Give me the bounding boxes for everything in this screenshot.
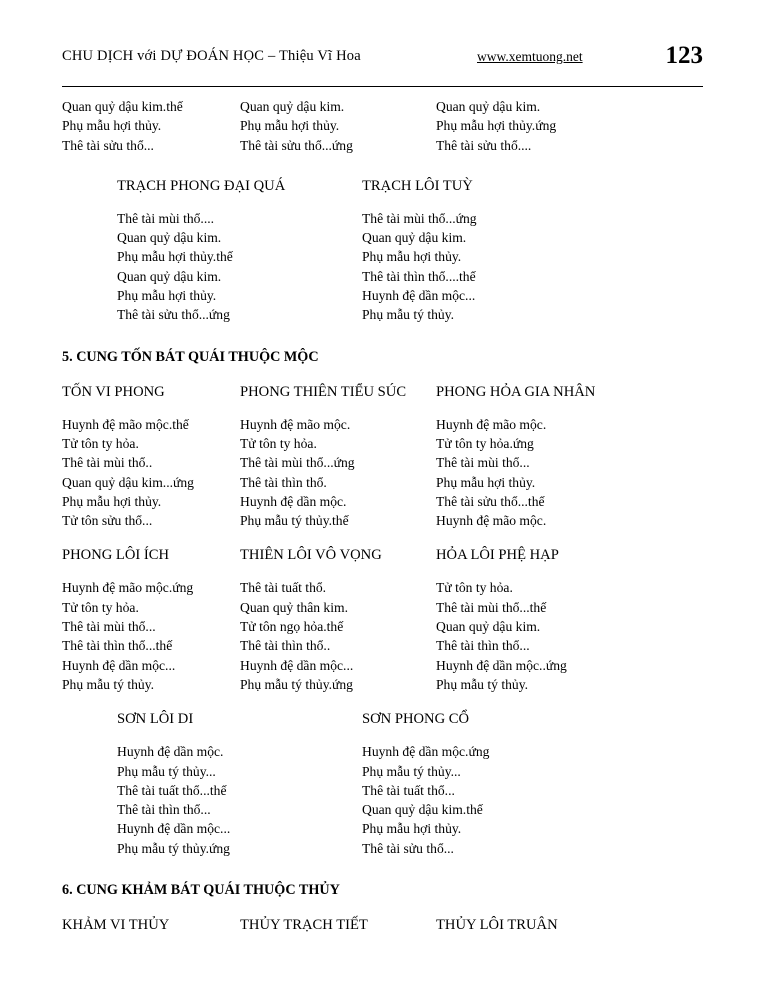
hexagram-column [362, 742, 703, 858]
hexagram-line: Huynh đệ dần mộc. [117, 744, 224, 760]
hexagram-line: Thê tài thìn thổ... [436, 638, 530, 654]
hexagram-line: Quan quỷ dậu kim.thế [62, 99, 183, 114]
hexagram-line: Quan quỷ dậu kim.thế [362, 802, 483, 818]
spacer [62, 155, 703, 177]
hexagram-line: Thê tài sửu thổ...ứng [117, 307, 230, 323]
hexagram-line: Quan quỷ dậu kim. [117, 230, 222, 246]
hexagram-line: Thê tài mùi thổ.... [117, 210, 215, 226]
top-continuation-block [62, 97, 703, 155]
hexagram-line: Tử tôn ty hỏa. [436, 580, 513, 596]
hexagram-line: Tử tôn ty hỏa. [62, 435, 139, 451]
section-heading: 6. CUNG KHẢM BÁT QUÁI THUỘC THỦY [62, 882, 340, 899]
hexagram-column [240, 415, 436, 531]
hexagram-line: Quan quỷ dậu kim...ứng [62, 474, 194, 490]
hexagram-title: PHONG THIÊN TIỂU SÚC [240, 383, 407, 400]
hexagram-line: Huynh đệ mão mộc. [240, 416, 351, 432]
hexagram-line: Thê tài tuất thổ. [240, 580, 327, 596]
hexagram-line: Thê tài mùi thổ... [436, 455, 530, 471]
hexagram-line: Tử tôn sửu thổ... [62, 513, 153, 529]
hexagram-line: Quan quỷ thân kim. [240, 599, 348, 615]
hexagram-column [362, 209, 703, 325]
page-number: 123 [665, 42, 703, 69]
hexagram-line: Phụ mẫu tý thủy.thế [240, 513, 349, 529]
hexagram-title: SƠN PHONG CỔ [362, 711, 470, 728]
hexagram-line: Huynh đệ dần mộc... [117, 821, 231, 837]
hexagram-line: Thê tài thìn thổ....thế [362, 268, 476, 284]
hexagram-line: Quan quỷ dậu kim. [436, 99, 541, 114]
hexagram-title: PHONG HỎA GIA NHÂN [436, 383, 596, 400]
hexagram-line: Thê tài thìn thổ... [117, 802, 211, 818]
hexagram-line: Thê tài sửu thổ.... [436, 137, 532, 153]
hexagram-line: Tử tôn ty hỏa. [240, 435, 317, 451]
hexagram-line: Quan quỷ dậu kim. [436, 619, 541, 635]
hexagram-line: Huynh đệ mão mộc.ứng [62, 580, 194, 596]
hexagram-line: Phụ mẫu hợi thủy. [117, 288, 217, 304]
hexagram-lines-row [62, 578, 703, 694]
hexagram-line: Huynh đệ mão mộc.thế [62, 416, 189, 432]
hexagram-line: Thê tài thìn thổ. [240, 474, 327, 490]
hexagram-line: Phụ mẫu tý thủy. [62, 676, 155, 692]
hexagram-line: Thê tài sửu thổ... [62, 137, 154, 153]
hexagram-line: Phụ mẫu tý thủy.ứng [240, 676, 353, 692]
book-title: CHU DỊCH với DỰ ĐOÁN HỌC – Thiệu Vĩ Hoa [62, 48, 361, 64]
website-link[interactable]: www.xemtuong.net [477, 49, 583, 64]
hexagram-line: Thê tài mùi thổ...ứng [240, 455, 355, 471]
hexagram-title-row [62, 916, 703, 935]
hexagram-line: Thê tài mùi thổ...ứng [362, 210, 477, 226]
hexagram-line: Phụ mẫu hợi thủy.ứng [436, 118, 557, 134]
hexagram-title-row [62, 710, 703, 729]
hexagram-line: Phụ mẫu tý thủy. [362, 307, 455, 323]
hexagram-line: Phụ mẫu tý thủy... [117, 763, 216, 779]
hexagram-column [436, 578, 703, 694]
hexagram-column [436, 415, 703, 531]
hexagram-line: Huynh đệ mão mộc. [436, 416, 547, 432]
hexagram-title-row [62, 383, 703, 402]
hexagram-title: TRẠCH PHONG ĐẠI QUÁ [117, 177, 286, 194]
hexagram-line: Phụ mẫu tý thủy... [362, 763, 461, 779]
hexagram-line: Thê tài mùi thổ... [62, 619, 156, 635]
hexagram-line: Thê tài thìn thổ.. [240, 638, 331, 654]
hexagram-line: Quan quỷ dậu kim. [117, 268, 222, 284]
hexagram-line: Thê tài tuất thổ... [362, 782, 455, 798]
hexagram-column [240, 97, 436, 155]
hexagram-line: Thê tài sửu thổ...thế [436, 493, 545, 509]
hexagram-line: Thê tài tuất thổ...thế [117, 782, 227, 798]
hexagram-line: Huynh đệ dần mộc... [62, 657, 176, 673]
hexagram-line: Huynh đệ dần mộc. [240, 493, 347, 509]
hexagram-line: Thê tài mùi thổ...thế [436, 599, 547, 615]
hexagram-column [62, 415, 240, 531]
hexagram-lines-row [62, 415, 703, 531]
spacer [62, 530, 703, 546]
spacer [62, 694, 703, 710]
hexagram-line: Phụ mẫu hợi thủy. [362, 249, 462, 265]
hexagram-line: Tử tôn ty hỏa. [62, 599, 139, 615]
hexagram-title: KHẢM VI THỦY [62, 917, 170, 934]
hexagram-column [117, 209, 362, 325]
spacer [62, 367, 703, 383]
hexagram-title-row [62, 177, 703, 196]
hexagram-line: Phụ mẫu hợi thủy. [240, 118, 340, 134]
hexagram-line: Huynh đệ mão mộc. [436, 513, 547, 529]
hexagram-title: THỦY TRẠCH TIẾT [240, 917, 368, 934]
spacer [62, 900, 703, 916]
page-header [62, 44, 703, 80]
section-heading: 5. CUNG TỐN BÁT QUÁI THUỘC MỘC [62, 348, 319, 365]
hexagram-line: Huynh đệ dần mộc..ứng [436, 657, 567, 673]
hexagram-line: Thê tài thìn thổ...thế [62, 638, 173, 654]
hexagram-column [62, 97, 240, 155]
header-divider [62, 86, 703, 87]
hexagram-column [117, 742, 362, 858]
hexagram-line: Phụ mẫu hợi thủy. [62, 493, 162, 509]
hexagram-line: Phụ mẫu hợi thủy. [362, 821, 462, 837]
hexagram-line: Phụ mẫu tý thủy.ứng [117, 840, 230, 856]
hexagram-column [240, 578, 436, 694]
hexagram-line: Thê tài sửu thổ...ứng [240, 137, 353, 153]
hexagram-line: Thê tài mùi thổ.. [62, 455, 153, 471]
hexagram-line: Phụ mẫu tý thủy. [436, 676, 529, 692]
spacer [62, 325, 703, 347]
hexagram-line: Huynh đệ dần mộc... [362, 288, 476, 304]
spacer [62, 858, 703, 880]
hexagram-title: HỎA LÔI PHỆ HẠP [436, 547, 559, 564]
hexagram-line: Thê tài sửu thổ... [362, 840, 454, 856]
hexagram-title: PHONG LÔI ÍCH [62, 547, 170, 564]
hexagram-title-row [62, 546, 703, 565]
hexagram-title: SƠN LÔI DI [117, 711, 194, 728]
hexagram-line: Quan quỷ dậu kim. [362, 230, 467, 246]
hexagram-line: Phụ mẫu hợi thủy. [62, 118, 162, 134]
hexagram-column [436, 97, 703, 155]
hexagram-line: Phụ mẫu hợi thủy.thế [117, 249, 233, 265]
hexagram-line: Huynh đệ dần mộc... [240, 657, 354, 673]
hexagram-title: TỐN VI PHONG [62, 383, 165, 400]
hexagram-title: THỦY LÔI TRUÂN [436, 917, 558, 934]
hexagram-title: TRẠCH LÔI TUỲ [362, 177, 473, 194]
hexagram-line: Tử tôn ngọ hỏa.thế [240, 619, 344, 635]
hexagram-line: Tử tôn ty hỏa.ứng [436, 435, 534, 451]
hexagram-lines-row [62, 742, 703, 858]
hexagram-line: Quan quỷ dậu kim. [240, 99, 345, 114]
hexagram-line: Huynh đệ dần mộc.ứng [362, 744, 490, 760]
hexagram-column [62, 578, 240, 694]
hexagram-lines-row [62, 209, 703, 325]
hexagram-title: THIÊN LÔI VÔ VỌNG [240, 547, 382, 564]
hexagram-line: Phụ mẫu hợi thủy. [436, 474, 536, 490]
